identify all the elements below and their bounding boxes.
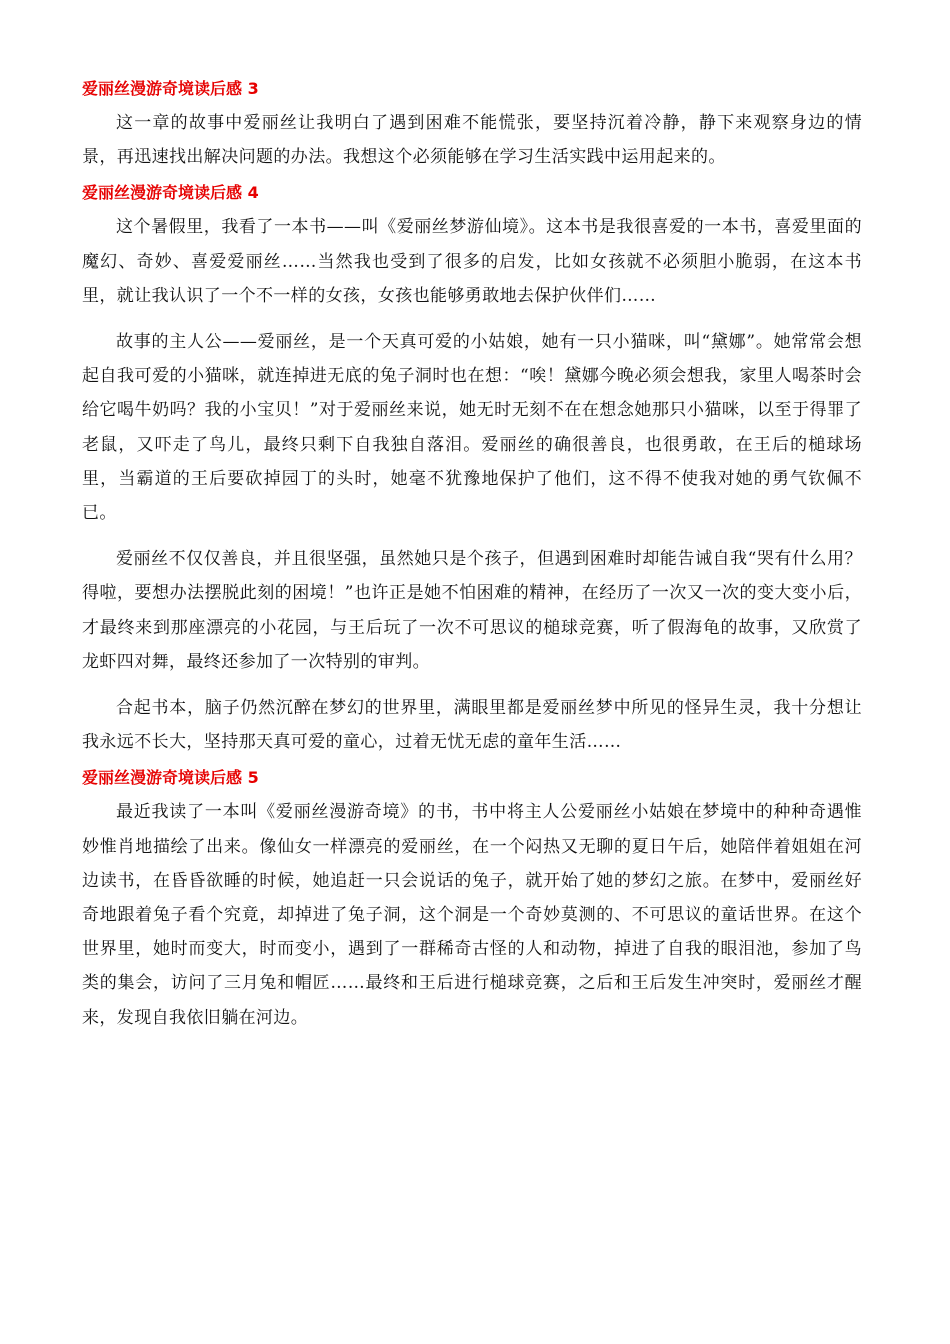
section-title-5: 爱丽丝漫游奇境读后感 5 [82, 768, 259, 788]
paragraph: 这一章的故事中爱丽丝让我明白了遇到困难不能慌张，要坚持沉着冷静，静下来观察身边的情景，再迅速找出解决问题的办法。我想这个必须能够在学习生活实践中运用起来的。 [82, 113, 862, 168]
section-title-3: 爱丽丝漫游奇境读后感 3 [82, 79, 259, 98]
paragraph: 这个暑假里，我看了一本书——叫《爱丽丝梦游仙境》。这本书是我很喜爱的一本书，喜爱里面的魔幻、奇妙、喜爱爱丽丝……当然我也受到了很多的启发，比如女孩就不必须胆小脆弱，在这本书里，就让我认识了一个不一样的女孩，女孩也能够勇敢地去保护伙伴们…… [82, 217, 862, 306]
paragraph: 合起书本，脑子仍然沉醉在梦幻的世界里，满眼里都是爱丽丝梦中所见的怪异生灵，我十分想让我永远不长大，坚持那天真可爱的童心，过着无忧无虑的童年生活…… [82, 698, 862, 753]
document-page [82, 78, 862, 1035]
section-title-4: 爱丽丝漫游奇境读后感 4 [82, 183, 259, 203]
paragraph: 爱丽丝不仅仅善良，并且很坚强，虽然她只是个孩子，但遇到困难时却能告诫自我“哭有什么用？得啦，要想办法摆脱此刻的困境！”也许正是她不怕困难的精神，在经历了一次又一次的变大变小后，才最终来到那座漂亮的小花园，与王后玩了一次不可思议的槌球竞赛，听了假海龟的故事，又欣赏了龙虾四对舞，最终还参加了一次特别的审判。 [82, 549, 862, 672]
paragraph: 最近我读了一本叫《爱丽丝漫游奇境》的书，书中将主人公爱丽丝小姑娘在梦境中的种种奇遇惟妙惟肖地描绘了出来。像仙女一样漂亮的爱丽丝，在一个闷热又无聊的夏日午后，她陪伴着姐姐在河边读书，在昏昏欲睡的时候，她追赶一只会说话的兔子，就开始了她的梦幻之旅。在梦中，爱丽丝好奇地跟着兔子看个究竟，却掉进了兔子洞，这个洞是一个奇妙莫测的、不可思议的童话世界。在这个世界里，她时而变大，时而变小，遇到了一群稀奇古怪的人和动物，掉进了自我的眼泪池，参加了鸟类的集会，访问了三月兔和帽匠……最终和王后进行槌球竞赛，之后和王后发生冲突时，爱丽丝才醒来，发现自我依旧躺在河边。 [82, 802, 862, 1028]
paragraph: 故事的主人公——爱丽丝，是一个天真可爱的小姑娘，她有一只小猫咪，叫“黛娜”。她常常会想起自我可爱的小猫咪，就连掉进无底的兔子洞时也在想：“唉！黛娜今晚必须会想我，家里人喝茶时会给它喝牛奶吗？我的小宝贝！”对于爱丽丝来说，她无时无刻不在在想念她那只小猫咪，以至于得罪了老鼠，又吓走了鸟儿，最终只剩下自我独自落泪。爱丽丝的确很善良，也很勇敢，在王后的槌球场里，当霸道的王后要砍掉园丁的头时，她毫不犹豫地保护了他们，这不得不使我对她的勇气钦佩不已。 [82, 332, 862, 524]
